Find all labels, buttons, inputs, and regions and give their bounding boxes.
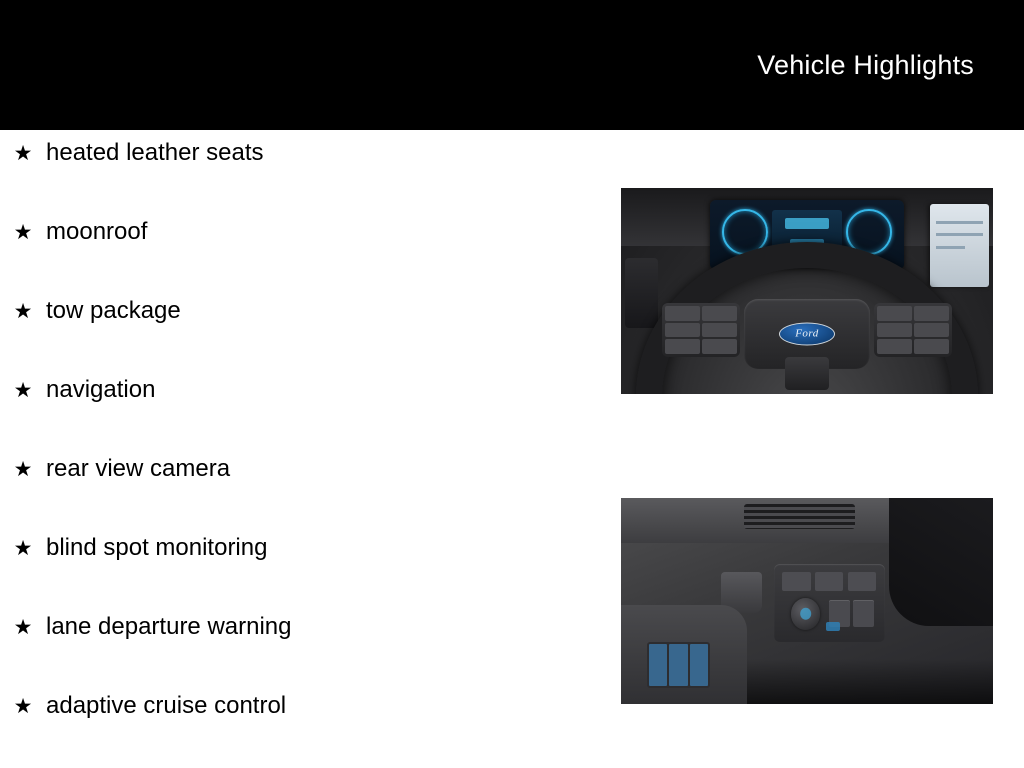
illuminated-indicator bbox=[826, 622, 841, 631]
mirror-adjust-dial bbox=[791, 598, 820, 629]
star-icon: ★ bbox=[13, 695, 33, 718]
window-switch-row bbox=[782, 572, 876, 591]
dashboard-scene bbox=[621, 188, 993, 394]
header-bar bbox=[0, 0, 1024, 130]
list-item bbox=[0, 219, 600, 298]
star-icon: ★ bbox=[13, 616, 33, 639]
side-air-vent bbox=[625, 258, 658, 328]
star-icon: ★ bbox=[13, 221, 33, 244]
feature-label: moonroof bbox=[46, 218, 148, 245]
center-infotainment-screen bbox=[930, 204, 990, 286]
right-steering-wheel-buttons bbox=[874, 303, 952, 357]
steering-wheel-and-instrument-cluster-photo bbox=[621, 188, 993, 394]
steering-column-shroud bbox=[785, 357, 830, 390]
door-panel-scene bbox=[621, 498, 993, 704]
list-item bbox=[0, 377, 600, 456]
vehicle-highlights-list bbox=[0, 140, 600, 768]
feature-label: blind spot monitoring bbox=[46, 534, 268, 561]
star-icon: ★ bbox=[13, 458, 33, 481]
ford-logo-badge: Ford bbox=[779, 323, 835, 346]
door-speaker-grille bbox=[744, 504, 856, 529]
seat-memory-buttons bbox=[647, 642, 710, 687]
star-icon: ★ bbox=[13, 379, 33, 402]
feature-label: lane departure warning bbox=[46, 613, 292, 640]
star-icon: ★ bbox=[13, 537, 33, 560]
list-item bbox=[0, 535, 600, 614]
lower-shadow-gradient bbox=[747, 659, 993, 704]
feature-label: heated leather seats bbox=[46, 139, 264, 166]
feature-label: navigation bbox=[46, 376, 156, 403]
star-icon: ★ bbox=[13, 300, 33, 323]
list-item bbox=[0, 140, 600, 219]
feature-label: adaptive cruise control bbox=[46, 692, 287, 719]
list-item bbox=[0, 298, 600, 377]
dark-interior-corner bbox=[889, 498, 993, 626]
list-item bbox=[0, 614, 600, 693]
page-title: Vehicle Highlights bbox=[757, 50, 974, 80]
list-item bbox=[0, 693, 600, 768]
door-switch-panel bbox=[774, 564, 886, 642]
feature-label: rear view camera bbox=[46, 455, 231, 482]
driver-door-controls-photo bbox=[621, 498, 993, 704]
left-steering-wheel-buttons bbox=[662, 303, 740, 357]
star-icon: ★ bbox=[13, 142, 33, 165]
feature-label: tow package bbox=[46, 297, 181, 324]
list-item bbox=[0, 456, 600, 535]
